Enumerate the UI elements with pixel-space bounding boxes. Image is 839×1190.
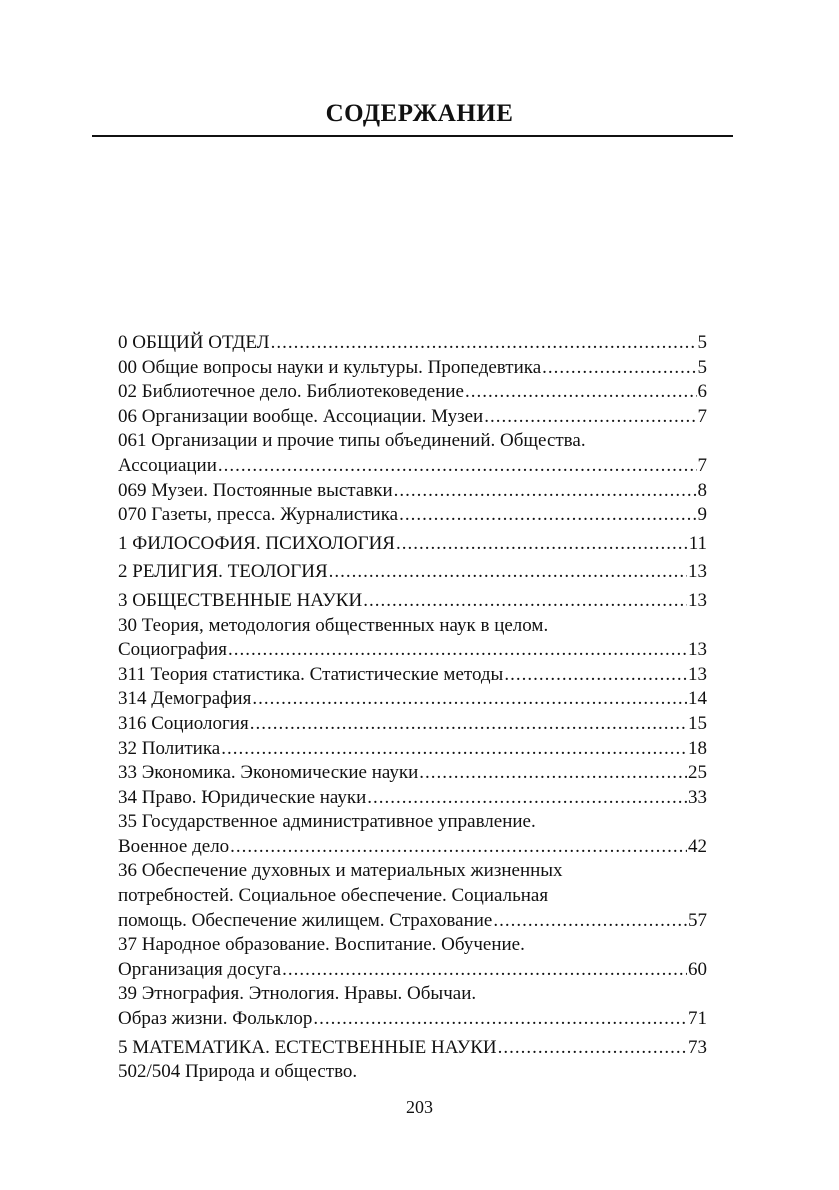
toc-page-number: 60 xyxy=(688,958,707,980)
toc-page-number: 73 xyxy=(688,1036,707,1058)
toc-entry-text: 061 Организации и прочие типы объединений. Общества. xyxy=(118,430,586,452)
toc-entry-text: Образ жизни. Фольклор xyxy=(118,1008,313,1030)
toc-entry-text: 316 Социология xyxy=(118,712,249,734)
toc-entry[interactable] xyxy=(118,503,707,528)
dot-leader xyxy=(230,835,687,860)
toc-entry-text: потребностей. Социальное обеспечение. Социальная xyxy=(118,885,549,907)
dot-leader xyxy=(367,786,687,811)
toc-entry-text: Ассоциации xyxy=(118,454,217,476)
toc-entry-text: 33 Экономика. Экономические науки xyxy=(118,762,419,784)
toc-page-number: 9 xyxy=(697,504,707,526)
toc-entry-text: 36 Обеспечение духовных и материальных жизненных xyxy=(118,860,563,882)
toc-entry-text: 02 Библиотечное дело. Библиотековедение xyxy=(118,381,464,403)
dot-leader xyxy=(542,356,696,381)
toc-entry-text: 2 РЕЛИГИЯ. ТЕОЛОГИЯ xyxy=(118,561,328,583)
toc-entry-text: 39 Этнография. Этнология. Нравы. Обычаи. xyxy=(118,983,477,1005)
toc-entry-text: 00 Общие вопросы науки и культуры. Пропедевтика xyxy=(118,356,542,378)
toc-entry[interactable] xyxy=(118,687,707,712)
toc-page-number: 13 xyxy=(688,639,707,661)
dot-leader xyxy=(396,532,688,557)
toc-entry[interactable] xyxy=(118,712,707,737)
toc-page-number: 13 xyxy=(688,589,707,611)
toc-page-number: 11 xyxy=(688,532,707,554)
toc-page-number: 6 xyxy=(697,381,707,403)
dot-leader xyxy=(363,589,687,614)
dot-leader xyxy=(282,958,687,983)
toc-entry-text: 30 Теория, методология общественных наук в целом. xyxy=(118,614,549,636)
toc-entry-text: Организация досуга xyxy=(118,958,282,980)
toc-entry[interactable] xyxy=(118,933,707,982)
dot-leader xyxy=(252,687,687,712)
toc-entry-text: 502/504 Природа и общество. xyxy=(118,1061,358,1083)
toc-page-number: 33 xyxy=(688,786,707,808)
page-number: 203 xyxy=(406,1097,433,1117)
dot-leader xyxy=(228,638,687,663)
toc-entry-text: 314 Демография xyxy=(118,688,252,710)
dot-leader xyxy=(221,737,687,762)
toc-entry[interactable] xyxy=(118,331,707,356)
toc-entry[interactable] xyxy=(118,663,707,688)
toc-entry[interactable] xyxy=(118,405,707,430)
page-title: СОДЕРЖАНИЕ xyxy=(325,100,514,127)
toc-entry[interactable] xyxy=(118,761,707,786)
toc-entry-text: помощь. Обеспечение жилищем. Страхование xyxy=(118,909,493,931)
title-rule xyxy=(92,135,733,137)
toc-entry-text: 3 ОБЩЕСТВЕННЫЕ НАУКИ xyxy=(118,589,363,611)
dot-leader xyxy=(465,380,697,405)
toc-entry[interactable] xyxy=(118,532,707,557)
toc-page-number: 5 xyxy=(697,356,707,378)
toc-entry[interactable] xyxy=(118,560,707,585)
dot-leader xyxy=(218,454,697,479)
toc-page-number: 18 xyxy=(688,737,707,759)
dot-leader xyxy=(484,405,696,430)
toc-entry[interactable] xyxy=(118,589,707,614)
dot-leader xyxy=(313,1007,687,1032)
toc-entry-text: 1 ФИЛОСОФИЯ. ПСИХОЛОГИЯ xyxy=(118,532,395,554)
toc-page-number: 25 xyxy=(688,762,707,784)
toc-page-number: 14 xyxy=(688,688,707,710)
toc-entry[interactable] xyxy=(118,479,707,504)
dot-leader xyxy=(504,663,687,688)
toc-entry-text: 5 МАТЕМАТИКА. ЕСТЕСТВЕННЫЕ НАУКИ xyxy=(118,1036,497,1058)
toc-entry-text: 070 Газеты, пресса. Журналистика xyxy=(118,504,399,526)
dot-leader xyxy=(250,712,687,737)
toc-page-number: 7 xyxy=(697,454,707,476)
dot-leader xyxy=(399,503,696,528)
toc-entry-text: 06 Организации вообще. Ассоциации. Музеи xyxy=(118,405,484,427)
toc-entry-text: 069 Музеи. Постоянные выставки xyxy=(118,479,393,501)
dot-leader xyxy=(329,560,687,585)
toc-entry-text: 35 Государственное административное управление. xyxy=(118,811,536,833)
dot-leader xyxy=(498,1036,687,1061)
dot-leader xyxy=(493,909,687,934)
toc-page-number: 13 xyxy=(688,663,707,685)
toc-entry[interactable] xyxy=(118,982,707,1031)
toc-entry[interactable] xyxy=(118,356,707,381)
toc-entry[interactable] xyxy=(118,859,707,933)
toc-entry[interactable] xyxy=(118,1060,707,1085)
toc-page-number: 13 xyxy=(688,561,707,583)
toc-entry[interactable] xyxy=(118,786,707,811)
toc-page-number: 15 xyxy=(688,712,707,734)
toc-entry[interactable] xyxy=(118,1036,707,1061)
toc-page-number: 57 xyxy=(688,909,707,931)
table-of-contents xyxy=(118,331,707,1085)
dot-leader xyxy=(394,479,697,504)
toc-entry-text: 32 Политика xyxy=(118,737,221,759)
toc-entry-text: Военное дело xyxy=(118,835,230,857)
toc-page-number: 8 xyxy=(697,479,707,501)
toc-entry-text: 34 Право. Юридические науки xyxy=(118,786,367,808)
dot-leader xyxy=(271,331,697,356)
toc-entry[interactable] xyxy=(118,380,707,405)
toc-entry[interactable] xyxy=(118,737,707,762)
toc-entry[interactable] xyxy=(118,810,707,859)
toc-entry-text: 0 ОБЩИЙ ОТДЕЛ xyxy=(118,332,270,353)
toc-entry-text: 37 Народное образование. Воспитание. Обучение. xyxy=(118,934,525,956)
toc-entry[interactable] xyxy=(118,614,707,663)
toc-entry-text: 311 Теория статистика. Статистические методы xyxy=(118,663,504,685)
toc-entry[interactable] xyxy=(118,429,707,478)
toc-entry-text: Социография xyxy=(118,639,227,661)
toc-page-number: 7 xyxy=(697,405,707,427)
toc-page-number: 5 xyxy=(697,332,707,353)
toc-page-number: 42 xyxy=(688,835,707,857)
dot-leader xyxy=(419,761,687,786)
toc-page-number: 71 xyxy=(688,1008,707,1030)
